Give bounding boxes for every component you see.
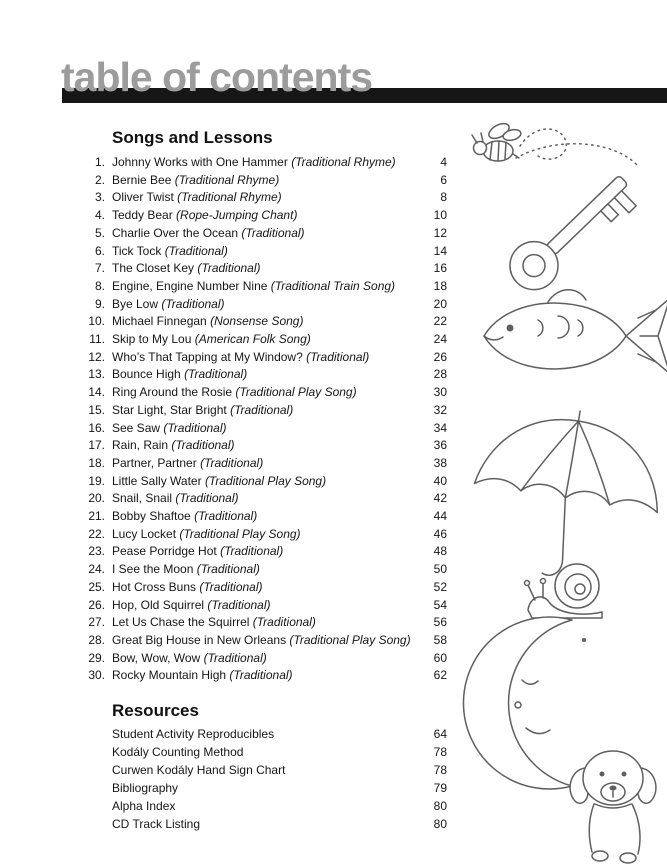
song-note: (Traditional) bbox=[306, 349, 370, 364]
resource-title: Alpha Index bbox=[112, 799, 176, 814]
item-number: 21. bbox=[88, 509, 105, 524]
toc-item bbox=[85, 154, 447, 172]
toc-item bbox=[85, 543, 447, 561]
song-list bbox=[85, 154, 447, 685]
header bbox=[0, 0, 667, 104]
toc-item bbox=[85, 508, 447, 526]
song-title: See Saw bbox=[112, 420, 161, 435]
page-number: 56 bbox=[433, 615, 447, 630]
page-number: 36 bbox=[433, 438, 447, 453]
page-number: 12 bbox=[433, 225, 447, 240]
song-title: Snail, Snail bbox=[112, 491, 173, 506]
song-note: (Nonsense Song) bbox=[210, 314, 304, 329]
song-note: (Traditional) bbox=[199, 579, 263, 594]
page-number: 20 bbox=[433, 296, 447, 311]
toc-item bbox=[85, 420, 447, 438]
song-note: (Traditional) bbox=[220, 544, 284, 559]
item-number: 20. bbox=[88, 491, 105, 506]
song-note: (Traditional Train Song) bbox=[270, 278, 396, 293]
toc-item bbox=[85, 597, 447, 615]
resource-title: Student Activity Reproducibles bbox=[112, 727, 275, 742]
item-number: 22. bbox=[88, 526, 105, 541]
page-number: 60 bbox=[433, 650, 447, 665]
page-number: 28 bbox=[433, 367, 447, 382]
song-title: Who’s That Tapping at My Window? bbox=[112, 349, 303, 364]
item-number: 13. bbox=[88, 367, 105, 382]
toc-item bbox=[85, 331, 447, 349]
song-title: Lucy Locket bbox=[112, 526, 177, 541]
toc-item bbox=[85, 207, 447, 225]
song-note: (Traditional) bbox=[200, 455, 264, 470]
song-note: (Traditional) bbox=[163, 420, 227, 435]
songs-section-heading: Songs and Lessons bbox=[112, 128, 273, 147]
item-number: 15. bbox=[88, 402, 105, 417]
page-number: 64 bbox=[433, 727, 447, 742]
song-title: Michael Finnegan bbox=[112, 314, 207, 329]
page-number: 42 bbox=[433, 491, 447, 506]
toc-item bbox=[85, 189, 447, 207]
resource-item bbox=[112, 815, 447, 833]
toc-item bbox=[85, 473, 447, 491]
item-number: 25. bbox=[88, 579, 105, 594]
page-number: 44 bbox=[433, 509, 447, 524]
page-number: 54 bbox=[433, 597, 447, 612]
song-note: (Traditional Play Song) bbox=[235, 385, 357, 400]
fish-illustration-icon bbox=[476, 278, 667, 396]
resource-title: Curwen Kodály Hand Sign Chart bbox=[112, 763, 286, 778]
song-note: (Traditional) bbox=[171, 438, 235, 453]
song-title: Hot Cross Buns bbox=[112, 579, 197, 594]
toc-item bbox=[85, 632, 447, 650]
item-number: 2. bbox=[94, 172, 105, 187]
page-number: 14 bbox=[433, 243, 447, 258]
song-note: (Traditional) bbox=[175, 491, 239, 506]
contents-column bbox=[0, 104, 460, 833]
toc-item bbox=[85, 561, 447, 579]
page-number: 46 bbox=[433, 526, 447, 541]
toc-item bbox=[85, 437, 447, 455]
page-number: 16 bbox=[433, 261, 447, 276]
resource-list bbox=[112, 725, 447, 833]
song-title: Oliver Twist bbox=[112, 190, 174, 205]
toc-item bbox=[85, 313, 447, 331]
song-note: (Traditional) bbox=[252, 615, 316, 630]
song-title: Bye Low bbox=[112, 296, 159, 311]
song-note: (Traditional Rhyme) bbox=[177, 190, 282, 205]
resources-section-heading: Resources bbox=[112, 701, 199, 721]
toc-item bbox=[85, 490, 447, 508]
page-number: 52 bbox=[433, 579, 447, 594]
item-number: 26. bbox=[88, 597, 105, 612]
page-number: 24 bbox=[433, 332, 447, 347]
item-number: 5. bbox=[94, 225, 105, 240]
resource-item bbox=[112, 743, 447, 761]
page-number: 4 bbox=[440, 155, 447, 169]
resource-item bbox=[112, 779, 447, 797]
resource-title: Bibliography bbox=[112, 781, 179, 796]
song-note: (Rope-Jumping Chant) bbox=[176, 208, 298, 223]
page-number: 38 bbox=[433, 455, 447, 470]
song-title: Star Light, Star Bright bbox=[112, 402, 227, 417]
item-number: 30. bbox=[88, 668, 105, 683]
page-number: 30 bbox=[433, 385, 447, 400]
song-title: Pease Porridge Hot bbox=[112, 544, 217, 559]
song-title: Tick Tock bbox=[112, 243, 162, 258]
toc-item bbox=[85, 278, 447, 296]
song-title: Bobby Shaftoe bbox=[112, 509, 191, 524]
page-number: 50 bbox=[433, 562, 447, 577]
toc-item bbox=[85, 402, 447, 420]
page-number: 6 bbox=[440, 172, 447, 187]
song-title: Great Big House in New Orleans bbox=[112, 632, 287, 647]
item-number: 16. bbox=[88, 420, 105, 435]
song-note: (Traditional Play Song) bbox=[179, 526, 301, 541]
song-note: (Traditional) bbox=[197, 261, 261, 276]
item-number: 1. bbox=[94, 155, 105, 169]
song-note: (Traditional Play Song) bbox=[289, 632, 411, 647]
song-title: Johnny Works with One Hammer bbox=[112, 155, 288, 169]
page-number: 40 bbox=[433, 473, 447, 488]
song-note: (Traditional) bbox=[161, 296, 225, 311]
item-number: 12. bbox=[88, 349, 105, 364]
page-number: 79 bbox=[433, 781, 447, 796]
song-note: (Traditional Rhyme) bbox=[174, 172, 280, 187]
song-note: (Traditional) bbox=[184, 367, 248, 382]
item-number: 7. bbox=[94, 261, 105, 276]
song-note: (Traditional Play Song) bbox=[204, 473, 327, 488]
page-number: 78 bbox=[433, 745, 447, 760]
item-number: 9. bbox=[94, 296, 105, 311]
song-title: Bernie Bee bbox=[112, 172, 172, 187]
item-number: 8. bbox=[94, 278, 105, 293]
item-number: 4. bbox=[94, 208, 105, 223]
song-title: Bounce High bbox=[112, 367, 181, 382]
toc-item bbox=[85, 384, 447, 402]
toc-item bbox=[85, 349, 447, 367]
item-number: 10. bbox=[88, 314, 105, 329]
page-number: 48 bbox=[433, 544, 447, 559]
page-number: 34 bbox=[433, 420, 447, 435]
song-note: (Traditional) bbox=[203, 650, 267, 665]
resource-item bbox=[112, 761, 447, 779]
item-number: 19. bbox=[88, 473, 105, 488]
resource-title: CD Track Listing bbox=[112, 817, 201, 832]
toc-item bbox=[85, 296, 447, 314]
item-number: 14. bbox=[88, 385, 105, 400]
item-number: 28. bbox=[88, 632, 105, 647]
song-title: Hop, Old Squirrel bbox=[112, 597, 205, 612]
toc-item bbox=[85, 579, 447, 597]
item-number: 27. bbox=[88, 615, 105, 630]
page-number: 26 bbox=[433, 349, 447, 364]
item-number: 3. bbox=[94, 190, 105, 205]
toc-item bbox=[85, 260, 447, 278]
page-number: 62 bbox=[433, 668, 447, 683]
toc-item bbox=[85, 225, 447, 243]
page-number: 58 bbox=[433, 632, 447, 647]
item-number: 6. bbox=[94, 243, 105, 258]
item-number: 23. bbox=[88, 544, 105, 559]
page-number: 22 bbox=[433, 314, 447, 329]
song-title: Let Us Chase the Squirrel bbox=[112, 615, 250, 630]
item-number: 18. bbox=[88, 455, 105, 470]
song-note: (American Folk Song) bbox=[194, 332, 311, 347]
toc-item bbox=[85, 614, 447, 632]
song-note: (Traditional) bbox=[229, 668, 293, 683]
dog-illustration-icon bbox=[552, 738, 667, 864]
song-note: (Traditional) bbox=[241, 225, 305, 240]
page-number: 80 bbox=[433, 817, 447, 832]
song-note: (Traditional) bbox=[230, 402, 294, 417]
toc-item bbox=[85, 366, 447, 384]
toc-item bbox=[85, 172, 447, 190]
song-title: Bow, Wow, Wow bbox=[112, 650, 201, 665]
song-title: Little Sally Water bbox=[112, 473, 202, 488]
toc-item bbox=[85, 650, 447, 668]
toc-item bbox=[85, 526, 447, 544]
song-note: (Traditional) bbox=[207, 597, 271, 612]
toc-item bbox=[85, 455, 447, 473]
toc-item bbox=[85, 243, 447, 261]
page-number: 32 bbox=[433, 402, 447, 417]
song-title: Rain, Rain bbox=[112, 438, 169, 453]
song-note: (Traditional) bbox=[194, 509, 258, 524]
song-title: Engine, Engine Number Nine bbox=[112, 278, 268, 293]
song-note: (Traditional) bbox=[164, 243, 228, 258]
page-number: 10 bbox=[433, 208, 447, 223]
page-title: table of contents bbox=[61, 54, 373, 100]
song-note: (Traditional) bbox=[196, 562, 260, 577]
resource-item bbox=[112, 797, 447, 815]
page-number: 78 bbox=[433, 763, 447, 778]
song-title: Rocky Mountain High bbox=[112, 668, 227, 683]
song-title: Ring Around the Rosie bbox=[112, 385, 233, 400]
item-number: 24. bbox=[88, 562, 105, 577]
item-number: 17. bbox=[88, 438, 105, 453]
page-number: 18 bbox=[433, 278, 447, 293]
song-title: Teddy Bear bbox=[112, 208, 173, 223]
song-note: (Traditional Rhyme) bbox=[291, 155, 396, 169]
song-title: Partner, Partner bbox=[112, 455, 197, 470]
song-title: I See the Moon bbox=[112, 562, 194, 577]
page-number: 80 bbox=[433, 799, 447, 814]
resource-title: Kodály Counting Method bbox=[112, 745, 244, 760]
song-title: The Closet Key bbox=[112, 261, 195, 276]
item-number: 11. bbox=[89, 332, 105, 347]
song-title: Skip to My Lou bbox=[112, 332, 192, 347]
resource-item bbox=[112, 725, 447, 743]
page-number: 8 bbox=[440, 190, 447, 205]
toc-item bbox=[85, 667, 447, 685]
item-number: 29. bbox=[88, 650, 105, 665]
song-title: Charlie Over the Ocean bbox=[112, 225, 239, 240]
